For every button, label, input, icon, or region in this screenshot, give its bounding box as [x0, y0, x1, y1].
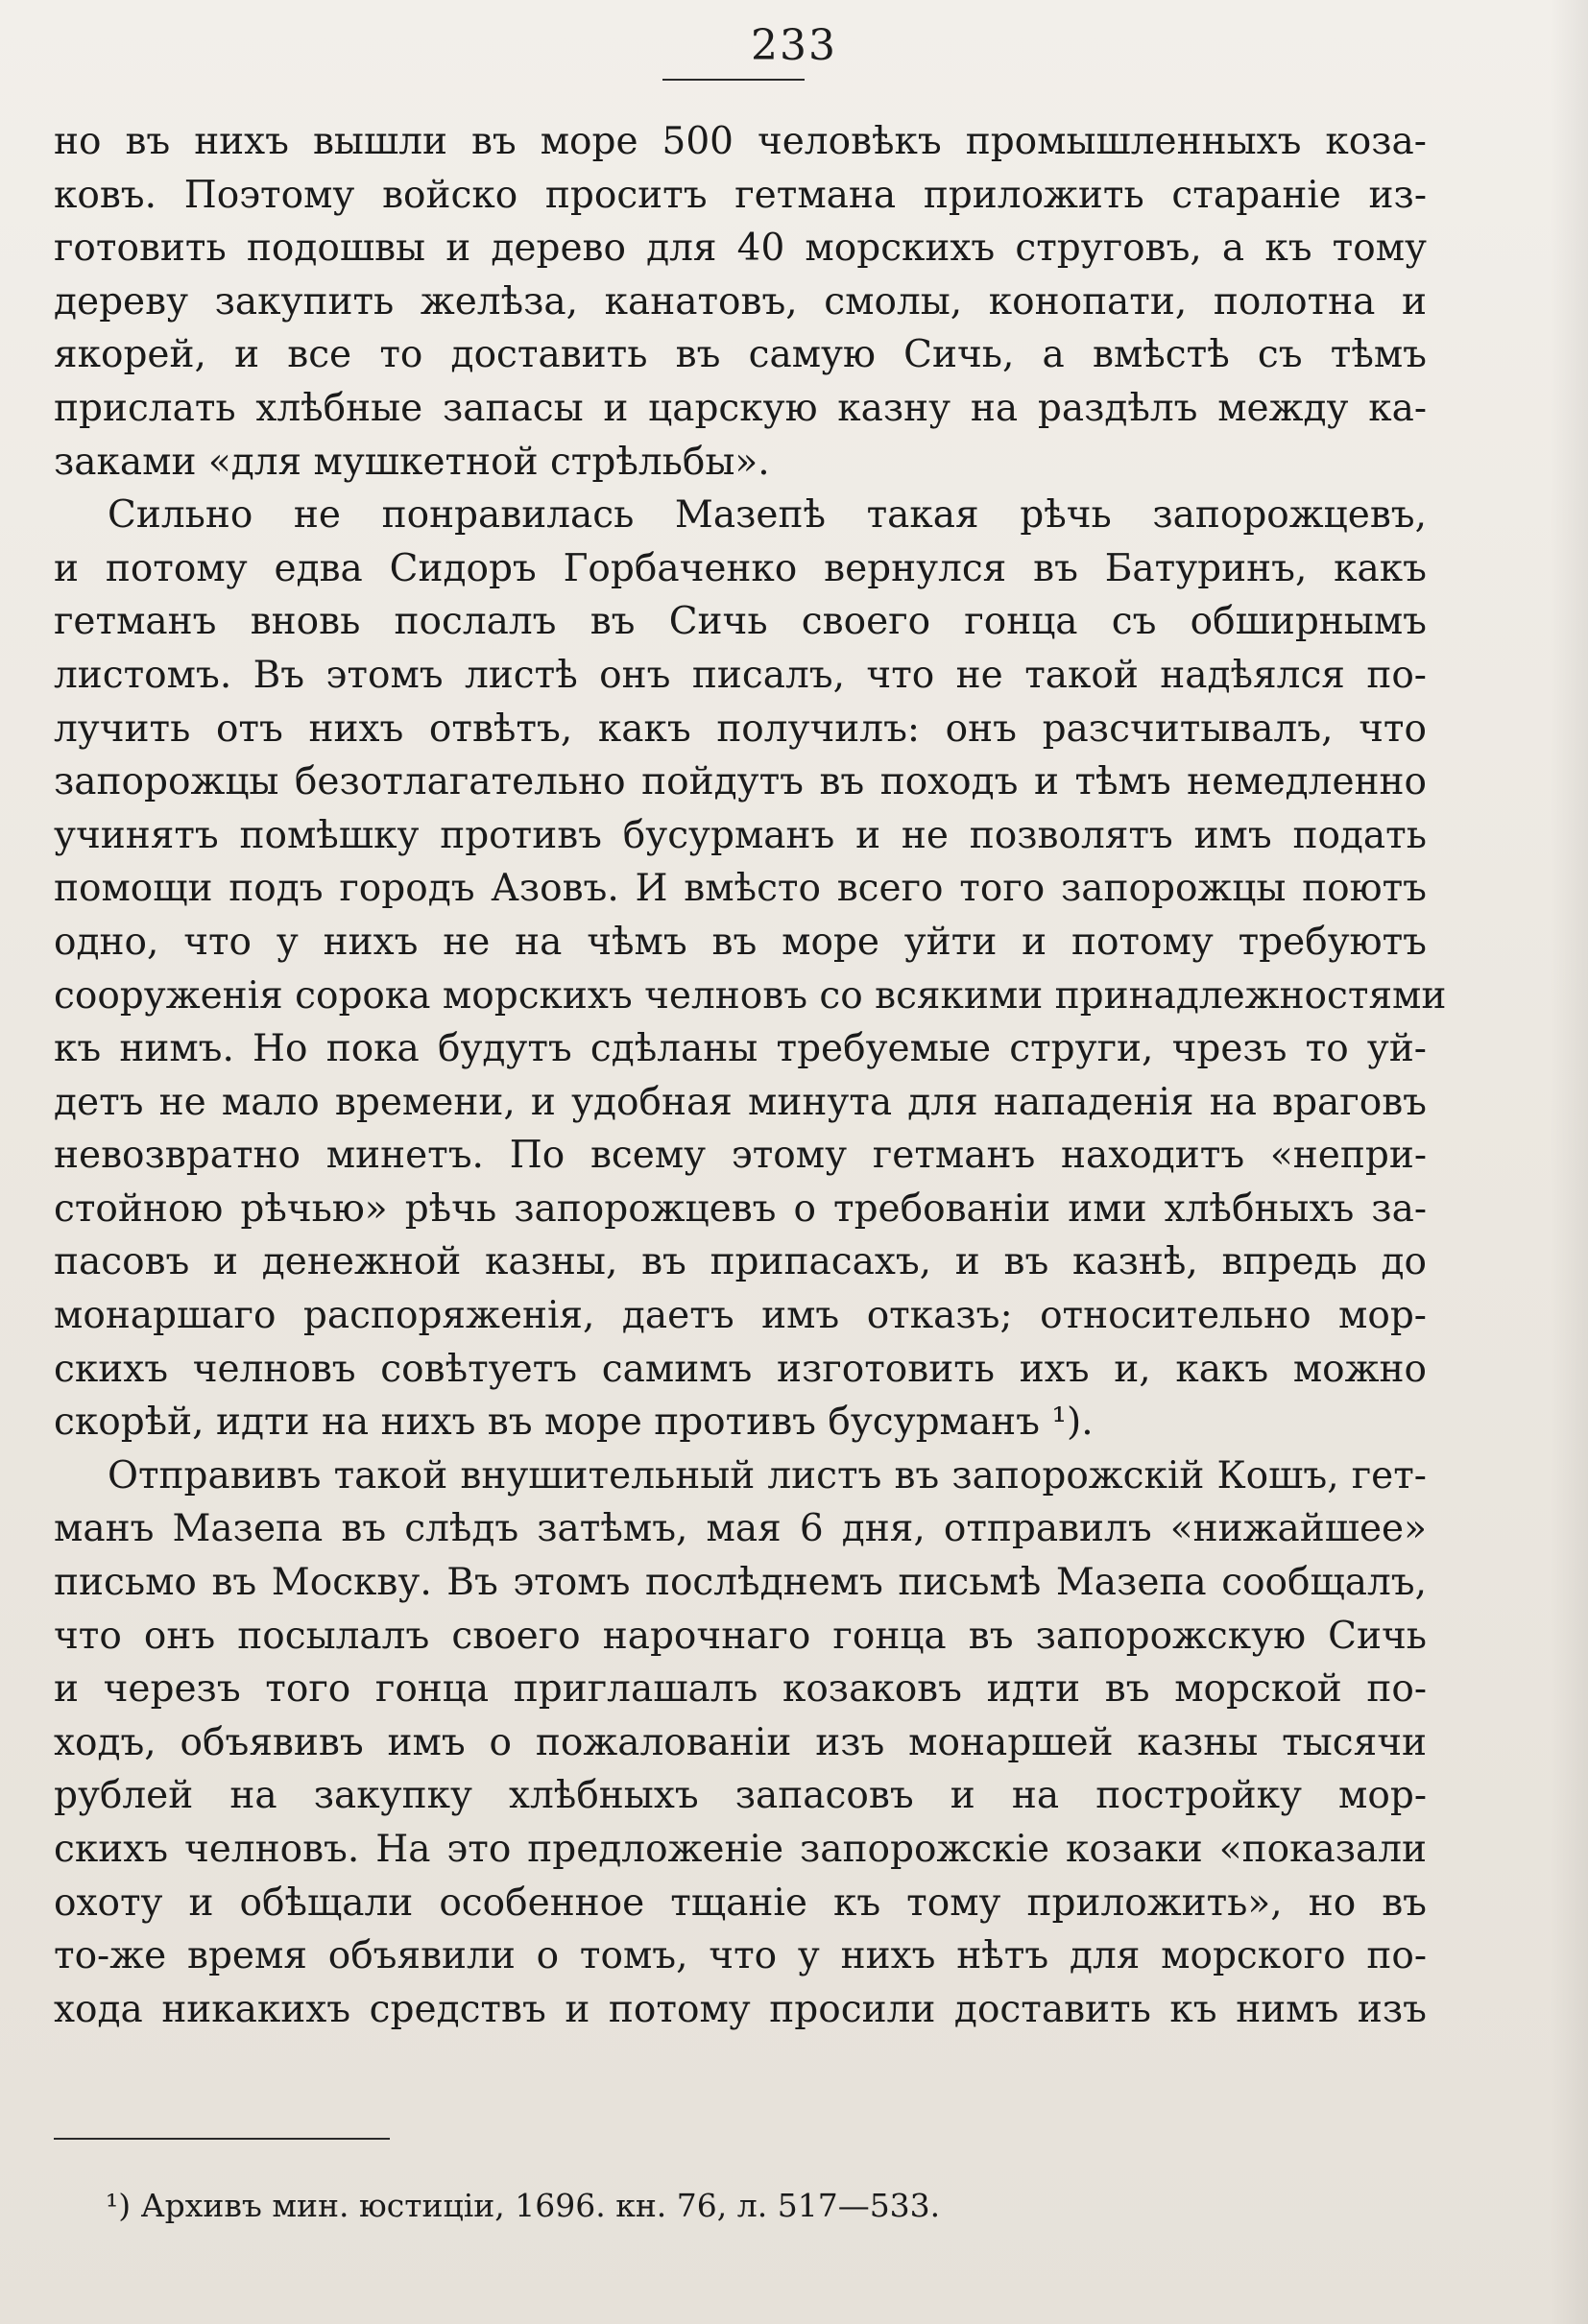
paragraph-start-line: Отправивъ такой внушительный листъ въ запорожскій Кошъ, гет-: [108, 1453, 1427, 1497]
text-line: запорожцы безотлагательно пойдутъ въ походъ и тѣмъ немедленно: [54, 760, 1427, 804]
page-edge-shadow: [1550, 0, 1588, 2324]
text-line: прислать хлѣбные запасы и царскую казну на раздѣлъ между ка-: [54, 386, 1427, 430]
text-line: стойною рѣчью» рѣчь запорожцевъ о требованіи ими хлѣбныхъ за-: [54, 1186, 1427, 1231]
footnote: ¹) Архивъ мин. юстиціи, 1696. кн. 76, л. 517—533.: [106, 2187, 941, 2224]
text-line: невозвратно минетъ. По всему этому гетманъ находитъ «непри-: [54, 1134, 1427, 1178]
footnote-rule: [54, 2138, 390, 2140]
text-line: якорей, и все то доставить въ самую Сичь, а вмѣстѣ съ тѣмъ: [54, 333, 1427, 377]
text-line: пасовъ и денежной казны, въ припасахъ, и въ казнѣ, впредь до: [54, 1240, 1427, 1284]
text-line: детъ не мало времени, и удобная минута для нападенія на враговъ: [54, 1080, 1427, 1124]
text-line: рублей на закупку хлѣбныхъ запасовъ и на постройку мор-: [54, 1774, 1427, 1818]
text-line: сооруженія сорока морскихъ челновъ со всякими принадлежностями: [54, 973, 1447, 1018]
text-line: лучить отъ нихъ отвѣтъ, какъ получилъ: онъ разсчитывалъ, что: [54, 707, 1427, 751]
text-line: и потому едва Сидоръ Горбаченко вернулся въ Батуринъ, какъ: [54, 546, 1427, 590]
text-line: одно, что у нихъ не на чѣмъ въ море уйти и потому требуютъ: [54, 920, 1427, 964]
text-line: хода никакихъ средствъ и потому просили доставить къ нимъ изъ: [54, 1987, 1427, 2031]
text-line: скихъ челновъ. На это предложеніе запорожскіе козаки «показали: [54, 1828, 1427, 1871]
text-line: что онъ посылалъ своего нарочнаго гонца въ запорожскую Сичь: [54, 1614, 1427, 1658]
paragraph-end-line: скорѣй, идти на нихъ въ море противъ бусурманъ ¹).: [54, 1401, 1094, 1445]
body-text: [54, 115, 1447, 2036]
text-line: ходъ, объявивъ имъ о пожалованіи изъ монаршей казны тысячи: [54, 1720, 1427, 1764]
text-line: но въ нихъ вышли въ море 500 человѣкъ промышленныхъ коза-: [54, 120, 1427, 163]
text-line: ковъ. Поэтому войско проситъ гетмана приложить стараніе из-: [54, 173, 1427, 217]
text-line: охоту и обѣщали особенное тщаніе къ тому приложить», но въ: [54, 1881, 1427, 1925]
text-line: дереву закупить желѣза, канатовъ, смолы, конопати, полотна и: [54, 279, 1427, 323]
page-number: 233: [751, 21, 837, 70]
text-line: то-же время объявили о томъ, что у нихъ нѣтъ для морского по-: [54, 1934, 1427, 1978]
text-line: манъ Мазепа въ слѣдъ затѣмъ, мая 6 дня, отправилъ «нижайшее»: [54, 1507, 1427, 1551]
paragraph-start-line: Сильно не понравилась Мазепѣ такая рѣчь запорожцевъ,: [108, 493, 1427, 538]
text-line: гетманъ вновь послалъ въ Сичь своего гонца съ обширнымъ: [54, 600, 1427, 644]
text-line: листомъ. Въ этомъ листѣ онъ писалъ, что не такой надѣялся по-: [54, 653, 1427, 697]
text-line: и черезъ того гонца приглашалъ козаковъ идти въ морской по-: [54, 1667, 1427, 1712]
text-line: учинятъ помѣшку противъ бусурманъ и не позволятъ имъ подать: [54, 813, 1427, 857]
text-line: скихъ челновъ совѣтуетъ самимъ изготовить ихъ и, какъ можно: [54, 1347, 1427, 1391]
page-number-rule: [662, 79, 805, 81]
paragraph-end-line: заками «для мушкетной стрѣльбы».: [54, 440, 770, 484]
text-line: письмо въ Москву. Въ этомъ послѣднемъ письмѣ Мазепа сообщалъ,: [54, 1561, 1427, 1605]
text-line: монаршаго распоряженія, даетъ имъ отказъ; относительно мор-: [54, 1294, 1427, 1338]
text-line: помощи подъ городъ Азовъ. И вмѣсто всего того запорожцы поютъ: [54, 867, 1427, 911]
text-line: готовить подошвы и дерево для 40 морскихъ струговъ, а къ тому: [54, 227, 1427, 271]
text-line: къ нимъ. Но пока будутъ сдѣланы требуемые струги, чрезъ то уй-: [54, 1027, 1427, 1071]
